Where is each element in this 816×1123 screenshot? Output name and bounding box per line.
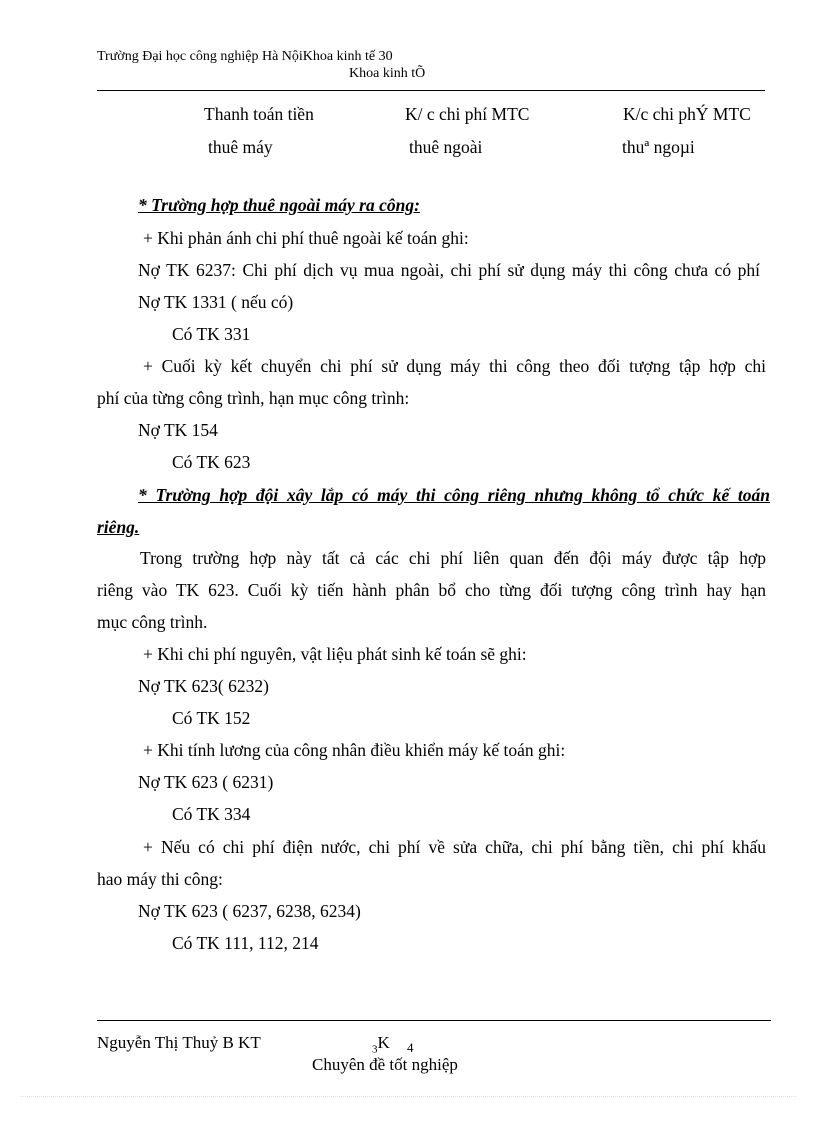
body-line: Nợ TK 154 <box>138 420 218 440</box>
body-line: hao máy thi công: <box>97 869 223 889</box>
body-line: + Khi chi phí nguyên, vật liệu phát sinh kế toán sẽ ghi: <box>143 644 527 664</box>
footer-rule <box>97 1020 771 1021</box>
body-line: Nợ TK 6237: Chi phí dịch vụ mua ngoài, chi phí sử dụng máy thi công chưa có phí <box>138 260 760 280</box>
diagram-col2-line1: K/ c chi phí MTC <box>405 104 530 124</box>
body-line: Có TK 152 <box>172 708 251 728</box>
body-line: Có TK 331 <box>172 324 251 344</box>
footer-title: Chuyên đề tốt nghiệp <box>312 1055 458 1074</box>
body-line: + Nếu có chi phí điện nước, chi phí về sửa chữa, chi phí bằng tiền, chi phí khấu <box>143 837 766 857</box>
footer-number: 4 <box>407 1040 414 1055</box>
body-line: Nợ TK 623( 6232) <box>138 676 269 696</box>
diagram-col3-line2: thuª ngoµi <box>622 137 695 157</box>
footer-k: K <box>377 1033 390 1052</box>
body-line: Có TK 623 <box>172 452 251 472</box>
body-line: Trong trường hợp này tất cả các chi phí liên quan đến đội máy được tập hợp <box>140 548 766 568</box>
page-bottom-dotted-line <box>20 1096 796 1097</box>
body-line: riêng vào TK 623. Cuối kỳ tiến hành phân bổ cho từng đối tượng công trình hay hạn <box>97 580 766 600</box>
body-line: Nợ TK 623 ( 6231) <box>138 772 274 792</box>
section-heading-outsourced: * Trường hợp thuê ngoài máy ra công: <box>138 195 420 215</box>
body-line: Nợ TK 623 ( 6237, 6238, 6234) <box>138 901 361 921</box>
section-heading-own-machines: * Trường hợp đội xây lắp có máy thi công riêng nhưng không tổ chức kế toán <box>138 485 770 505</box>
body-line: + Cuối kỳ kết chuyển chi phí sử dụng máy thi công theo đối tượng tập hợp chi <box>143 356 766 376</box>
footer-class-code <box>372 1033 390 1055</box>
body-line: Có TK 334 <box>172 804 251 824</box>
body-line: + Khi tính lương của công nhân điều khiển máy kế toán ghi: <box>143 740 566 760</box>
body-line: Nợ TK 1331 ( nếu có) <box>138 292 294 312</box>
header-line-1: Trường Đại học công nghiệp Hà NộiKhoa kinh tế 30 <box>97 49 393 64</box>
diagram-col3-line1: K/c chi phÝ MTC <box>623 104 751 124</box>
body-line: Có TK 111, 112, 214 <box>172 933 319 953</box>
diagram-col1-line1: Thanh toán tiền <box>204 104 314 124</box>
header-line-2: Khoa kinh tÕ <box>349 66 426 81</box>
footer-sub-3: 3 <box>372 1043 378 1056</box>
footer-author: Nguyễn Thị Thuỷ B KT <box>97 1033 261 1052</box>
diagram-col1-line2: thuê máy <box>208 137 273 157</box>
diagram-col2-line2: thuê ngoài <box>409 137 483 157</box>
body-line: + Khi phản ánh chi phí thuê ngoài kế toán ghi: <box>143 228 469 248</box>
body-line: mục công trình. <box>97 612 208 632</box>
header-rule <box>97 90 765 91</box>
section-heading-own-machines-cont: riêng. <box>97 517 140 537</box>
body-line: phí của từng công trình, hạn mục công trình: <box>97 388 410 408</box>
